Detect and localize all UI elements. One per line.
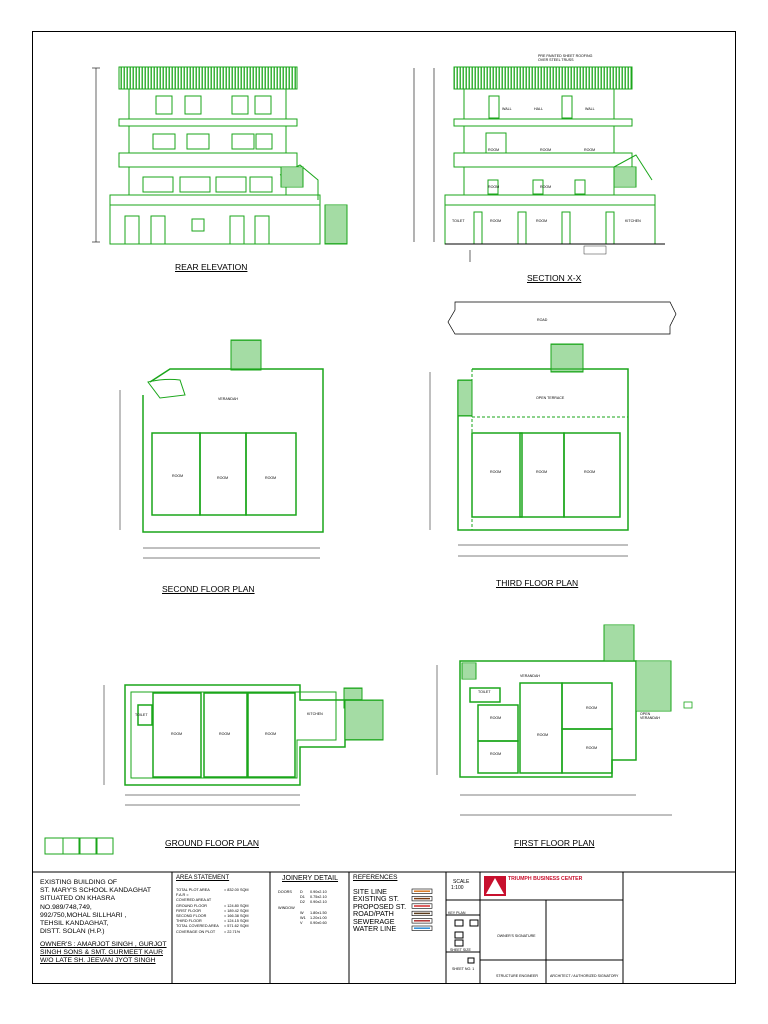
references-heading: REFERENCES bbox=[353, 874, 398, 881]
joinery-code: D1 bbox=[300, 895, 305, 900]
roof-note: PRE PAINTED SHEET ROOFING OVER STEEL TRUSS bbox=[538, 54, 593, 63]
architect-signatory-label: ARCHITECT / AUTHORIZED SIGNATORY bbox=[550, 974, 619, 978]
first-room-1: ROOM bbox=[490, 716, 502, 720]
third-floor-title: THIRD FLOOR PLAN bbox=[496, 578, 579, 588]
area-row-value: = 22.71% bbox=[224, 929, 241, 934]
area-row-label: COVERAGE ON PLOT bbox=[176, 929, 216, 934]
third-floor-plan-drawing bbox=[430, 344, 628, 556]
project-line-3: SITUATED ON KHASRA bbox=[40, 895, 116, 903]
structure-engineer-label: STRUCTURE ENGINEER bbox=[496, 974, 538, 978]
section-room-1: WALL bbox=[502, 107, 512, 111]
joinery-code: D2 bbox=[300, 900, 305, 905]
section-room-6: ROOM bbox=[584, 148, 596, 152]
key-plan-label: KEY PLAN bbox=[448, 911, 466, 915]
area-statement-table bbox=[176, 888, 268, 935]
third-terrace-label: OPEN TERRACE bbox=[536, 396, 565, 400]
area-row-label: SECOND FLOOR bbox=[176, 914, 207, 919]
joinery-type bbox=[278, 921, 300, 926]
reference-item: SITE LINE bbox=[353, 887, 387, 896]
second-floor-plan-drawing bbox=[120, 340, 323, 558]
section-room-7: ROOM bbox=[488, 185, 500, 189]
ground-room-1: ROOM bbox=[171, 732, 183, 736]
joinery-detail-table bbox=[278, 890, 348, 926]
company-name: TRIUMPH BUSINESS CENTER bbox=[508, 876, 583, 882]
section-title: SECTION X-X bbox=[527, 273, 582, 283]
joinery-row bbox=[278, 921, 348, 926]
joinery-detail-heading: JOINERY DETAIL bbox=[282, 875, 339, 882]
section-room-9: TOILET bbox=[452, 219, 465, 223]
area-row-label: FIRST FLOOR bbox=[176, 908, 202, 913]
owner-line-2: SINGH SONS & SMT. GURMEET KAUR bbox=[40, 949, 163, 957]
area-row-value: = 189.42 SQM bbox=[224, 908, 249, 913]
project-line-4: NO.989/748,749, bbox=[40, 903, 92, 911]
first-room-4: ROOM bbox=[586, 706, 598, 710]
area-row-label: THIRD FLOOR bbox=[176, 919, 202, 924]
project-line-6: TEHSIL KANDAGHAT, bbox=[40, 920, 109, 928]
area-row bbox=[176, 930, 268, 935]
ground-floor-title: GROUND FLOOR PLAN bbox=[165, 838, 259, 848]
joinery-size: 0.90x2.10 bbox=[310, 890, 327, 894]
section-room-5: ROOM bbox=[540, 148, 552, 152]
joinery-type: DOORS bbox=[278, 890, 292, 894]
first-open-verandah-label: OPEN VERANDAH bbox=[640, 712, 660, 721]
legend-thumbnails bbox=[45, 838, 113, 854]
reference-item: WATER LINE bbox=[353, 924, 397, 934]
joinery-size: 0.90x2.10 bbox=[310, 900, 327, 905]
reference-swatches bbox=[412, 889, 432, 931]
scale-value: 1:100 bbox=[451, 885, 464, 891]
owner-description bbox=[40, 941, 170, 966]
joinery-code: W bbox=[300, 910, 304, 915]
company-logo bbox=[484, 876, 506, 896]
joinery-size: 1.20x1.00 bbox=[310, 916, 327, 921]
road-strip bbox=[448, 302, 676, 334]
owner-line-3: W/O LATE SH. JEEVAN JYOT SINGH bbox=[40, 957, 156, 965]
sheet-no-label: SHEET NO. 1 bbox=[452, 967, 475, 971]
ground-floor-plan-drawing bbox=[104, 685, 383, 805]
section-x-x-drawing bbox=[414, 67, 665, 262]
reference-item: SEWERAGE bbox=[353, 916, 395, 926]
area-row-label: TOTAL PLOT AREA bbox=[176, 888, 210, 892]
joinery-code: V bbox=[300, 921, 303, 926]
second-floor-title: SECOND FLOOR PLAN bbox=[162, 584, 255, 594]
area-row-value: = 832.00 SQM bbox=[224, 888, 249, 892]
section-room-3: WALL bbox=[585, 107, 595, 111]
project-line-5: 992/750,MOHAL SILLHARI , bbox=[40, 911, 127, 919]
area-row-label: GROUND FLOOR bbox=[176, 903, 208, 908]
second-room-1: ROOM bbox=[172, 474, 184, 478]
section-room-2: HALL bbox=[534, 107, 543, 111]
first-toilet-label: TOILET bbox=[478, 690, 491, 694]
joinery-code: W1 bbox=[300, 916, 306, 921]
rear-elevation-drawing bbox=[92, 67, 347, 244]
area-row-label: F.A.R = bbox=[176, 893, 189, 898]
reference-item: PROPOSED ST. bbox=[353, 901, 407, 911]
first-verandah-label: VERANDAH bbox=[520, 674, 540, 678]
section-room-10: ROOM bbox=[490, 219, 502, 223]
third-room-1: ROOM bbox=[490, 470, 502, 474]
rear-elevation-title: REAR ELEVATION bbox=[175, 262, 248, 272]
reference-item: ROAD/PATH bbox=[353, 909, 394, 919]
section-room-11: ROOM bbox=[536, 219, 548, 223]
road-label: ROAD bbox=[537, 318, 548, 322]
owners-signature-label: OWNER'S SIGNATURE bbox=[497, 934, 536, 938]
ground-room-3: ROOM bbox=[265, 732, 277, 736]
second-room-2: ROOM bbox=[217, 476, 229, 480]
references-list bbox=[353, 888, 413, 932]
joinery-type: WINDOW bbox=[278, 905, 295, 910]
area-statement-heading: AREA STATEMENT bbox=[176, 875, 230, 881]
project-description bbox=[40, 879, 170, 936]
second-verandah-label: VERANDAH bbox=[218, 397, 238, 401]
third-room-2: ROOM bbox=[536, 470, 548, 474]
ground-toilet-label: TOILET bbox=[135, 713, 148, 717]
project-line-7: DISTT. SOLAN (H.P.) bbox=[40, 928, 105, 936]
section-room-4: ROOM bbox=[488, 148, 500, 152]
area-row-value: = 124.15 SQM bbox=[224, 919, 249, 924]
area-row-value: = 124.80 SQM bbox=[224, 903, 249, 908]
joinery-size: 0.90x0.60 bbox=[310, 921, 327, 926]
ground-room-2: ROOM bbox=[219, 732, 231, 736]
owner-line-1: OWNER'S : AMARJOT SINGH , GURJOT bbox=[40, 941, 167, 948]
sheet-size-label: SHEET SIZE bbox=[450, 948, 471, 952]
area-row-value: = 571.62 SQM bbox=[224, 924, 249, 929]
first-room-5: ROOM bbox=[586, 746, 598, 750]
joinery-code: D bbox=[300, 890, 303, 894]
third-room-3: ROOM bbox=[584, 470, 596, 474]
area-row-value: = 166.38 SQM bbox=[224, 914, 249, 919]
first-room-3: ROOM bbox=[537, 733, 549, 737]
reference-item: EXISTING ST. bbox=[353, 894, 399, 904]
first-room-2: ROOM bbox=[490, 752, 502, 756]
scale-label: SCALE bbox=[453, 879, 470, 885]
section-room-8: ROOM bbox=[540, 185, 552, 189]
area-row-label: COVERED AREA AT bbox=[176, 898, 212, 903]
project-line-2: ST. MARY'S SCHOOL KANDAGHAT bbox=[40, 887, 152, 895]
joinery-size: 1.80x1.50 bbox=[310, 910, 327, 915]
area-row-label: TOTAL COVERED AREA bbox=[176, 924, 219, 929]
ground-kitchen-label: KITCHEN bbox=[307, 712, 323, 716]
first-floor-title: FIRST FLOOR PLAN bbox=[514, 838, 595, 848]
section-room-12: KITCHEN bbox=[625, 219, 641, 223]
project-line-1: EXISTING BUILDING OF bbox=[40, 879, 118, 886]
second-room-3: ROOM bbox=[265, 476, 277, 480]
joinery-size: 0.75x2.10 bbox=[310, 895, 327, 900]
